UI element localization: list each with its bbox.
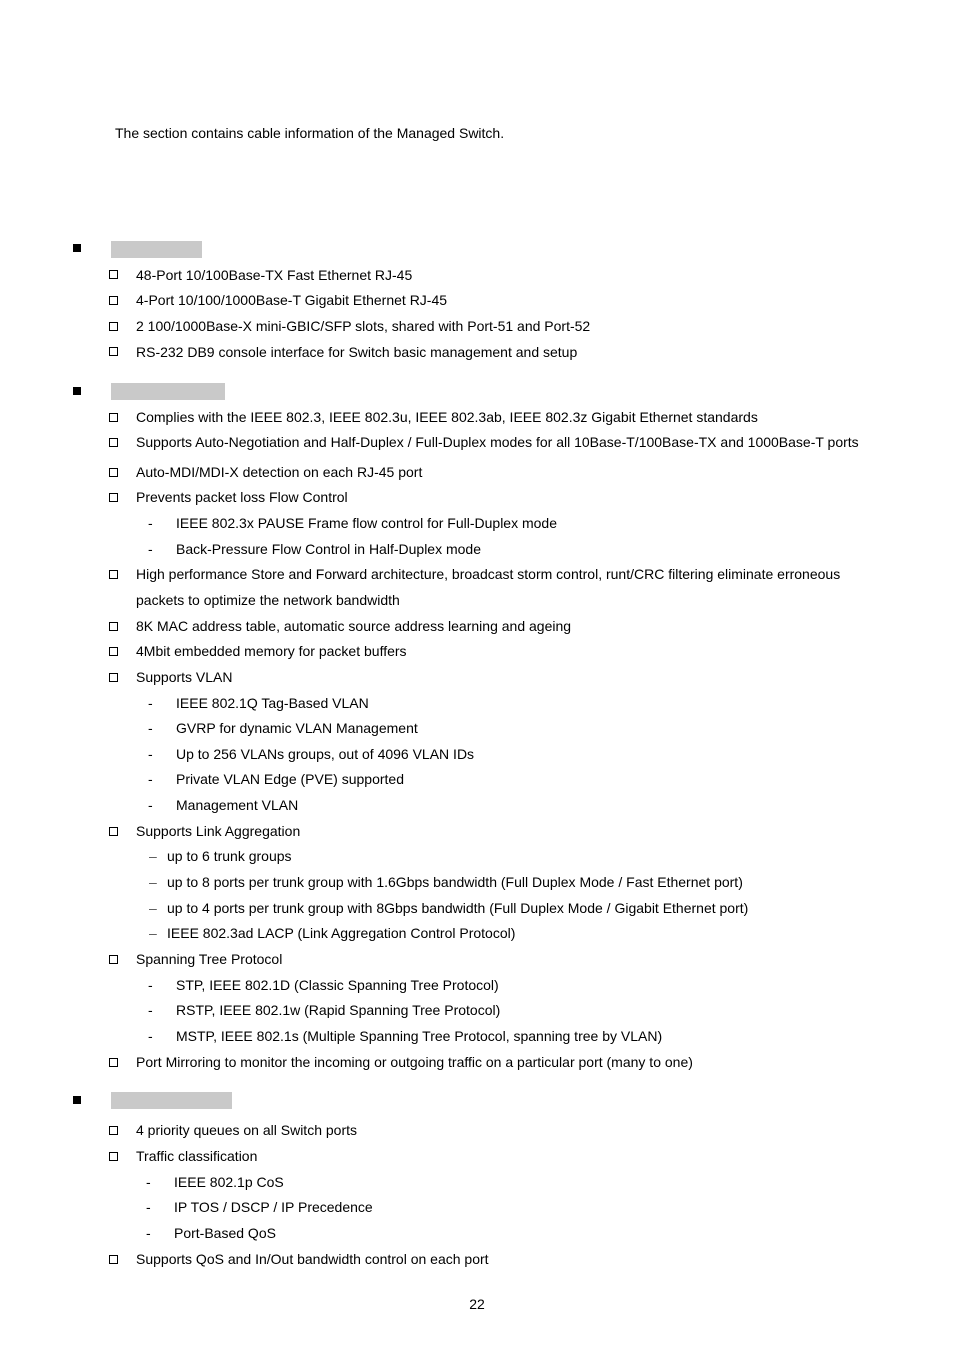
list-item: 4Mbit embedded memory for packet buffers	[136, 643, 407, 659]
section-bullet	[73, 1096, 81, 1104]
section-bullet	[73, 387, 81, 395]
list-item: Complies with the IEEE 802.3, IEEE 802.3u, IEEE 802.3ab, IEEE 802.3z Gigabit Ethernet standards	[136, 409, 758, 425]
section-heading-redacted	[111, 1092, 232, 1109]
sub-list-item: Private VLAN Edge (PVE) supported	[176, 771, 405, 787]
checkbox-icon	[109, 347, 118, 356]
sub-list-item: Back-Pressure Flow Control in Half-Duplex mode	[176, 541, 481, 557]
sub-list-item: Port-Based QoS	[174, 1225, 276, 1241]
endash-marker: –	[149, 874, 157, 890]
checkbox-icon	[109, 1126, 118, 1135]
dash-marker: -	[148, 695, 153, 711]
sub-list-item: IEEE 802.1Q Tag-Based VLAN	[176, 695, 369, 711]
checkbox-icon	[109, 647, 118, 656]
list-item: 48-Port 10/100Base-TX Fast Ethernet RJ-45	[136, 267, 413, 283]
dash-marker: -	[148, 797, 153, 813]
checkbox-icon	[109, 622, 118, 631]
checkbox-icon	[109, 413, 118, 422]
checkbox-icon	[109, 438, 118, 447]
endash-marker: –	[149, 900, 157, 916]
checkbox-icon	[109, 296, 118, 305]
list-item: Supports VLAN	[136, 669, 233, 685]
page-number: 22	[469, 1296, 485, 1312]
sub-list-item: up to 6 trunk groups	[167, 848, 292, 864]
endash-marker: –	[149, 848, 157, 864]
dash-marker: -	[146, 1174, 151, 1190]
section-heading-redacted	[111, 241, 202, 258]
list-item: 2 100/1000Base-X mini-GBIC/SFP slots, shared with Port-51 and Port-52	[136, 318, 591, 334]
list-item: Supports Link Aggregation	[136, 823, 301, 839]
list-item: 4 priority queues on all Switch ports	[136, 1122, 357, 1138]
list-item: Spanning Tree Protocol	[136, 951, 283, 967]
checkbox-icon	[109, 570, 118, 579]
endash-marker: –	[149, 925, 157, 941]
dash-marker: -	[148, 771, 153, 787]
checkbox-icon	[109, 493, 118, 502]
sub-list-item: Management VLAN	[176, 797, 299, 813]
checkbox-icon	[109, 468, 118, 477]
checkbox-icon	[109, 955, 118, 964]
checkbox-icon	[109, 673, 118, 682]
checkbox-icon	[109, 270, 118, 279]
list-item: Supports Auto-Negotiation and Half-Duplex / Full-Duplex modes for all 10Base-T/100Base-TX and 1000Base-T ports	[136, 434, 859, 450]
sub-list-item: IEEE 802.1p CoS	[174, 1174, 284, 1190]
list-item: RS-232 DB9 console interface for Switch basic management and setup	[136, 344, 578, 360]
checkbox-icon	[109, 827, 118, 836]
dash-marker: -	[148, 1028, 153, 1044]
sub-list-item: STP, IEEE 802.1D (Classic Spanning Tree Protocol)	[176, 977, 499, 993]
dash-marker: -	[148, 746, 153, 762]
sub-list-item: IP TOS / DSCP / IP Precedence	[174, 1199, 373, 1215]
sub-list-item: up to 4 ports per trunk group with 8Gbps bandwidth (Full Duplex Mode / Gigabit Ethernet port)	[167, 900, 749, 916]
list-item: Prevents packet loss Flow Control	[136, 489, 348, 505]
dash-marker: -	[148, 977, 153, 993]
sub-list-item: IEEE 802.3ad LACP (Link Aggregation Control Protocol)	[167, 925, 516, 941]
section-bullet	[73, 244, 81, 252]
sub-list-item: MSTP, IEEE 802.1s (Multiple Spanning Tree Protocol, spanning tree by VLAN)	[176, 1028, 663, 1044]
intro-text: The section contains cable information of the Managed Switch.	[115, 125, 505, 141]
sub-list-item: up to 8 ports per trunk group with 1.6Gbps bandwidth (Full Duplex Mode / Fast Ethernet port)	[167, 874, 743, 890]
list-item: High performance Store and Forward architecture, broadcast storm control, runt/CRC filtering eliminate erroneous	[136, 566, 841, 582]
dash-marker: -	[148, 541, 153, 557]
sub-list-item: IEEE 802.3x PAUSE Frame flow control for Full-Duplex mode	[176, 515, 558, 531]
list-item: Traffic classification	[136, 1148, 258, 1164]
sub-list-item: RSTP, IEEE 802.1w (Rapid Spanning Tree Protocol)	[176, 1002, 501, 1018]
list-item-continuation: packets to optimize the network bandwidth	[136, 592, 400, 608]
list-item: 4-Port 10/100/1000Base-T Gigabit Ethernet RJ-45	[136, 292, 448, 308]
section-heading-redacted	[111, 383, 225, 400]
dash-marker: -	[148, 515, 153, 531]
dash-marker: -	[148, 720, 153, 736]
list-item: Port Mirroring to monitor the incoming or outgoing traffic on a particular port (many to one)	[136, 1054, 693, 1070]
sub-list-item: GVRP for dynamic VLAN Management	[176, 720, 418, 736]
checkbox-icon	[109, 1058, 118, 1067]
dash-marker: -	[146, 1225, 151, 1241]
dash-marker: -	[146, 1199, 151, 1215]
checkbox-icon	[109, 1255, 118, 1264]
list-item: Supports QoS and In/Out bandwidth control on each port	[136, 1251, 489, 1267]
checkbox-icon	[109, 322, 118, 331]
sub-list-item: Up to 256 VLANs groups, out of 4096 VLAN IDs	[176, 746, 475, 762]
list-item: Auto-MDI/MDI-X detection on each RJ-45 port	[136, 464, 423, 480]
dash-marker: -	[148, 1002, 153, 1018]
checkbox-icon	[109, 1152, 118, 1161]
list-item: 8K MAC address table, automatic source address learning and ageing	[136, 618, 572, 634]
